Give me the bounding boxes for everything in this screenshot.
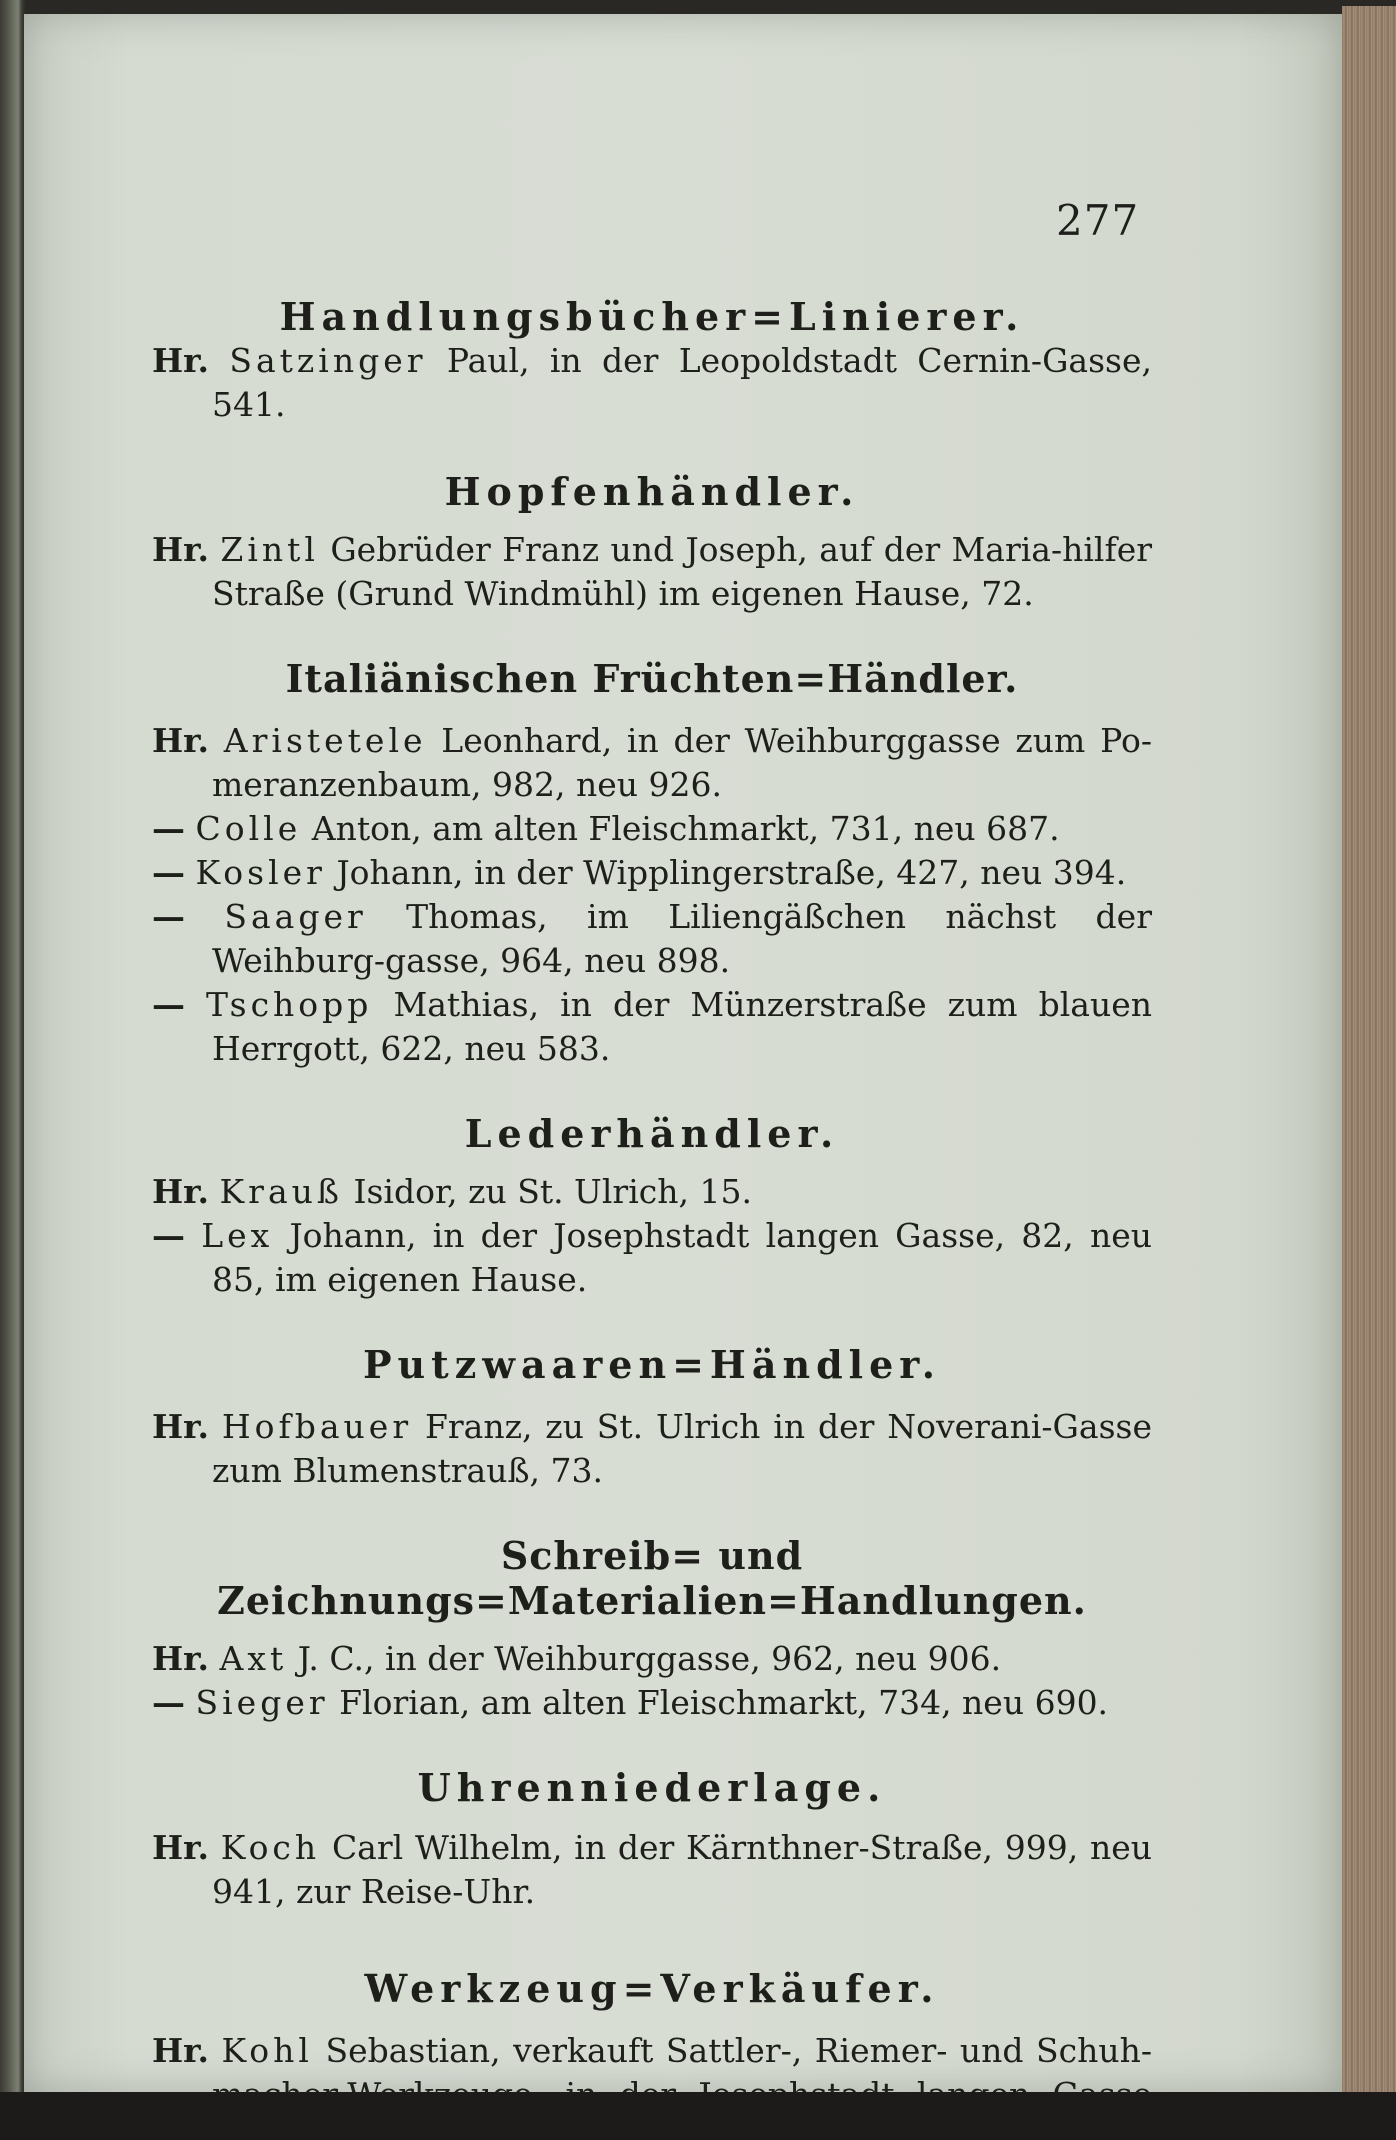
entry-text: Mathias, in der Münzerstraße zum blauen Herrgott, 622, neu 583. (212, 985, 1152, 1068)
directory-entry (152, 1637, 1152, 1681)
section-heading: Uhrenniederlage. (417, 1765, 887, 1810)
entry-name: Krauß (219, 1172, 343, 1211)
page-number: 277 (1056, 196, 1140, 245)
entry-text: Leonhard, in der Weihburggasse zum Po-meranzenbaum, 982, neu 926. (212, 721, 1152, 804)
entry-prefix: — (152, 897, 185, 936)
section-heading: Handlungsbücher=Linierer. (279, 294, 1025, 339)
entry-name: Lex (201, 1216, 274, 1255)
directory-entry (152, 339, 1152, 427)
entry-prefix: — (152, 1216, 185, 1255)
book-page (24, 14, 1342, 2092)
directory-entry (152, 1214, 1152, 1302)
entry-prefix: Hr. (152, 2031, 210, 2070)
section-heading: Werkzeug=Verkäufer. (364, 1966, 940, 2011)
directory-entry (152, 851, 1152, 895)
entry-prefix: — (152, 809, 185, 848)
directory-entry (152, 1681, 1152, 1725)
directory-entry (152, 1405, 1152, 1493)
entry-name: Saager (224, 897, 367, 936)
directory-entry (152, 1170, 1152, 1214)
entry-prefix: Hr. (152, 1407, 210, 1446)
entry-prefix: Hr. (152, 1828, 210, 1867)
directory-entry (152, 807, 1152, 851)
entry-text: Johann, in der Josephstadt langen Gasse, 82, neu 85, im eigenen Hause. (212, 1216, 1152, 1299)
page-content (152, 164, 1152, 2140)
entry-text: Sebastian, verkauft Sattler-, Riemer- und Schuh- (325, 2031, 1152, 2070)
entry-prefix: — (152, 1683, 185, 1722)
entry-name: Hofbauer (221, 1407, 413, 1446)
directory-entry (152, 1826, 1152, 1914)
entry-text: Paul, in der Leopoldstadt Cernin-Gasse, 541. (212, 341, 1152, 424)
entry-name: Aristetele (223, 721, 427, 760)
entry-prefix: — (152, 985, 185, 1024)
section-heading: Schreib= und Zeichnungs=Materialien=Handlungen. (217, 1533, 1087, 1623)
book-fore-edge (1342, 6, 1396, 2106)
entry-name: Sieger (195, 1683, 329, 1722)
entry-text: Carl Wilhelm, in der Kärnthner-Straße, 999, neu 941, zur Reise-Uhr. (212, 1828, 1152, 1911)
entry-name: Colle (195, 809, 302, 848)
entry-text: Isidor, zu St. Ulrich, 15. (353, 1172, 752, 1211)
entry-text: Anton, am alten Fleischmarkt, 731, neu 687. (311, 809, 1060, 848)
scan-background (0, 2092, 1396, 2140)
entry-text: J. C., in der Weihburggasse, 962, neu 906. (297, 1639, 1002, 1678)
entry-prefix: Hr. (152, 530, 210, 569)
entry-text: Gebrüder Franz und Joseph, auf der Maria-hilfer Straße (Grund Windmühl) im eigenen Hause, 72. (212, 530, 1152, 613)
directory-entry (152, 719, 1152, 807)
directory-entry (152, 895, 1152, 983)
section-heading: Lederhändler. (464, 1111, 840, 1156)
directory-entry (152, 983, 1152, 1071)
entry-name: Tschopp (206, 985, 373, 1024)
entry-text: Franz, zu St. Ulrich in der Noverani-Gasse zum Blumenstrauß, 73. (212, 1407, 1152, 1490)
entry-name: Zintl (220, 530, 319, 569)
section-heading: Hopfenhändler. (444, 469, 860, 514)
entry-text: Johann, in der Wipplingerstraße, 427, neu 394. (336, 853, 1127, 892)
entry-prefix: Hr. (152, 1639, 210, 1678)
entry-name: Satzinger (229, 341, 427, 380)
directory-entry (152, 528, 1152, 616)
entry-name: Koch (220, 1828, 321, 1867)
entry-text: Thomas, im Liliengäßchen nächst der Weihburg-gasse, 964, neu 898. (212, 897, 1152, 980)
entry-prefix: Hr. (152, 721, 210, 760)
entry-text: Florian, am alten Fleischmarkt, 734, neu 690. (339, 1683, 1109, 1722)
entry-prefix: Hr. (152, 341, 210, 380)
section-heading: Italiänischen Früchten=Händler. (285, 656, 1019, 701)
entry-name: Kohl (221, 2031, 313, 2070)
entry-prefix: — (152, 853, 185, 892)
section-heading: Putzwaaren=Händler. (362, 1342, 942, 1387)
entry-name: Kosler (195, 853, 326, 892)
entry-prefix: Hr. (152, 1172, 210, 1211)
entry-name: Axt (219, 1639, 288, 1678)
